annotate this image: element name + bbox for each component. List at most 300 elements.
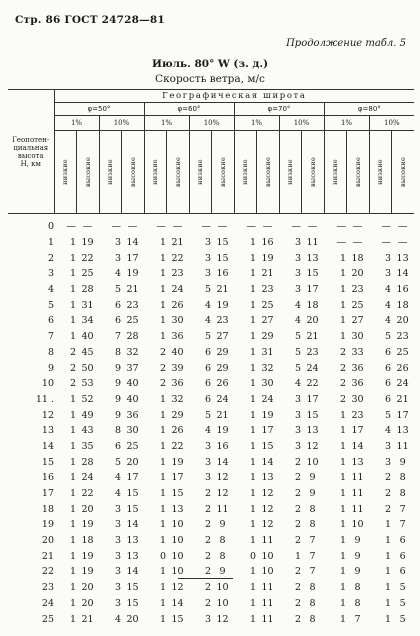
cell-low: 3: [114, 237, 121, 249]
cell-high: 5: [399, 613, 406, 625]
cell-low: 1: [384, 519, 391, 531]
cell-high: 29: [216, 346, 229, 358]
cell-low: 2: [204, 503, 211, 515]
wind-speed-table: [8, 89, 414, 627]
cell-high: 11: [351, 472, 364, 484]
cell-low: 4: [294, 315, 301, 327]
height-value: 11 .: [35, 393, 54, 405]
cell-high: 19: [81, 550, 94, 562]
cell-low: 8: [114, 425, 121, 437]
cell-low: 3: [114, 550, 121, 562]
cell-low: 2: [204, 488, 211, 500]
cell-low: 8: [114, 346, 121, 358]
cell-high: 19: [261, 252, 274, 264]
height-header-line: H, км: [20, 159, 41, 168]
high-label: высокие: [218, 156, 227, 188]
cell-low: 2: [294, 613, 301, 625]
cell-high: —: [397, 221, 408, 233]
cell-low: 2: [384, 503, 391, 515]
table-row: [8, 611, 414, 627]
cell-low: 1: [249, 425, 256, 437]
cell-high: 19: [81, 237, 94, 249]
cell-high: 25: [126, 315, 139, 327]
cell-high: 13: [126, 550, 139, 562]
cell-high: 17: [171, 472, 184, 484]
cell-low: 1: [249, 252, 256, 264]
cell-high: 11: [351, 503, 364, 515]
cell-high: 36: [351, 378, 364, 390]
cell-high: 11: [351, 488, 364, 500]
cell-high: 36: [171, 331, 184, 343]
high-label: высокие: [353, 156, 362, 188]
cell-high: 25: [351, 299, 364, 311]
cell-low: 1: [159, 613, 166, 625]
cell-high: 23: [261, 284, 274, 296]
cell-high: —: [352, 221, 363, 233]
cell-low: 1: [339, 503, 346, 515]
cell-low: 6: [384, 378, 391, 390]
cell-low: 2: [294, 456, 301, 468]
cell-low: 2: [339, 393, 346, 405]
height-value: 17: [41, 488, 54, 500]
cell-low: 1: [69, 519, 76, 531]
table-row: [8, 235, 414, 251]
height-value: 10: [41, 378, 54, 390]
cell-low: 1: [249, 346, 256, 358]
cell-high: 18: [396, 299, 409, 311]
cell-low: 4: [114, 613, 121, 625]
table-row: [8, 266, 414, 282]
cell-low: 5: [114, 284, 121, 296]
cell-high: 12: [261, 488, 274, 500]
cell-low: 1: [69, 284, 76, 296]
height-value: 6: [47, 315, 54, 327]
cell-high: 28: [126, 331, 139, 343]
cell-high: 10: [216, 582, 229, 594]
cell-high: 32: [126, 346, 139, 358]
cell-low: 2: [294, 503, 301, 515]
cell-high: 35: [81, 440, 94, 452]
percent-header: 1%: [324, 116, 369, 131]
table-row: [8, 297, 414, 313]
height-value: 23: [41, 582, 54, 594]
cell-low: 3: [114, 566, 121, 578]
cell-high: 13: [261, 472, 274, 484]
cell-low: 1: [339, 550, 346, 562]
cell-low: 1: [339, 331, 346, 343]
cell-high: 27: [261, 315, 274, 327]
cell-low: 1: [159, 597, 166, 609]
cell-low: 5: [204, 409, 211, 421]
cell-high: 15: [216, 237, 229, 249]
cell-high: 17: [396, 409, 409, 421]
cell-high: 19: [261, 409, 274, 421]
cell-high: 14: [216, 456, 229, 468]
cell-low: 1: [159, 582, 166, 594]
geographic-latitude-header: Географическая широта: [54, 90, 414, 103]
cell-low: 2: [204, 519, 211, 531]
cell-low: 2: [294, 519, 301, 531]
cell-high: 11: [306, 237, 319, 249]
cell-low: 1: [249, 268, 256, 280]
percent-header: 1%: [234, 116, 279, 131]
cell-low: 3: [114, 582, 121, 594]
cell-high: 21: [216, 284, 229, 296]
cell-high: —: [397, 237, 408, 249]
cell-low: 1: [159, 409, 166, 421]
cell-low: 3: [114, 597, 121, 609]
cell-high: 6: [399, 566, 406, 578]
cell-high: 7: [399, 519, 406, 531]
cell-low: 1: [339, 597, 346, 609]
cell-high: 23: [351, 284, 364, 296]
cell-high: 8: [309, 503, 316, 515]
cell-high: 30: [351, 331, 364, 343]
cell-high: 23: [306, 346, 319, 358]
cell-high: 33: [351, 346, 364, 358]
cell-high: 9: [219, 519, 226, 531]
cell-low: 2: [294, 535, 301, 547]
cell-low: —: [381, 221, 391, 233]
cell-high: 13: [126, 535, 139, 547]
cell-low: —: [336, 221, 346, 233]
cell-high: 22: [171, 252, 184, 264]
cell-high: 16: [261, 237, 274, 249]
cell-low: 1: [384, 550, 391, 562]
cell-low: 1: [69, 425, 76, 437]
table-row: [8, 580, 414, 596]
cell-high: 39: [171, 362, 184, 374]
cell-high: 11: [216, 503, 229, 515]
cell-high: 23: [126, 299, 139, 311]
cell-low: 5: [114, 456, 121, 468]
cell-high: 11: [261, 535, 274, 547]
cell-high: 27: [351, 315, 364, 327]
cell-high: 9: [399, 456, 406, 468]
cell-low: 5: [384, 409, 391, 421]
percent-header: 1%: [144, 116, 189, 131]
cell-low: 1: [159, 566, 166, 578]
cell-high: 17: [261, 425, 274, 437]
cell-high: 8: [399, 472, 406, 484]
percent-header: 1%: [54, 116, 99, 131]
cell-high: 9: [354, 535, 361, 547]
cell-high: 9: [354, 566, 361, 578]
cell-high: 27: [216, 331, 229, 343]
cell-high: 14: [351, 440, 364, 452]
table-row: [8, 470, 414, 486]
percent-header: 10%: [279, 116, 324, 131]
cell-low: 3: [384, 252, 391, 264]
cell-low: 2: [294, 472, 301, 484]
high-label: высокие: [398, 156, 407, 188]
height-value: 19: [41, 519, 54, 531]
height-value: 25: [41, 613, 54, 625]
cell-low: 1: [69, 299, 76, 311]
cell-low: 3: [204, 613, 211, 625]
cell-low: 1: [384, 613, 391, 625]
cell-low: 1: [339, 440, 346, 452]
cell-high: 11: [261, 613, 274, 625]
cell-high: 30: [126, 425, 139, 437]
cell-high: 5: [399, 597, 406, 609]
cell-low: 6: [384, 393, 391, 405]
cell-high: 21: [126, 284, 139, 296]
low-label: низкие: [286, 159, 294, 185]
table-row: [8, 548, 414, 564]
high-label: высокие: [263, 156, 272, 188]
cell-high: 12: [171, 582, 184, 594]
cell-low: 1: [249, 440, 256, 452]
cell-high: 18: [351, 252, 364, 264]
cell-low: 1: [384, 566, 391, 578]
cell-low: 5: [204, 284, 211, 296]
cell-low: 1: [249, 597, 256, 609]
cell-low: 1: [159, 252, 166, 264]
cell-high: 10: [171, 519, 184, 531]
cell-high: 20: [351, 268, 364, 280]
height-value: 22: [41, 566, 54, 578]
cell-low: 1: [69, 582, 76, 594]
cell-high: 36: [126, 409, 139, 421]
cell-high: 25: [261, 299, 274, 311]
cell-high: 25: [126, 440, 139, 452]
cell-low: 1: [339, 519, 346, 531]
cell-low: 3: [294, 252, 301, 264]
cell-low: 5: [294, 331, 301, 343]
cell-low: 1: [249, 488, 256, 500]
table-row: [8, 392, 414, 408]
cell-low: 1: [69, 503, 76, 515]
cell-high: 17: [126, 472, 139, 484]
cell-high: 5: [399, 582, 406, 594]
cell-high: 15: [216, 252, 229, 264]
cell-low: 1: [249, 456, 256, 468]
cell-low: 2: [159, 362, 166, 374]
height-value: 20: [41, 535, 54, 547]
cell-high: 23: [216, 315, 229, 327]
cell-high: 37: [126, 362, 139, 374]
cell-low: —: [111, 221, 121, 233]
cell-low: 3: [114, 503, 121, 515]
cell-low: 1: [159, 268, 166, 280]
height-header-line: циальная: [13, 143, 49, 152]
cell-low: 2: [204, 597, 211, 609]
cell-high: 24: [171, 284, 184, 296]
cell-high: —: [307, 221, 318, 233]
table-row: [8, 486, 414, 502]
cell-low: 2: [204, 550, 211, 562]
cell-high: 10: [261, 566, 274, 578]
cell-high: 11: [261, 597, 274, 609]
cell-low: 6: [114, 440, 121, 452]
cell-high: 26: [171, 425, 184, 437]
cell-high: 18: [81, 535, 94, 547]
cell-high: 7: [399, 503, 406, 515]
latitude-header-80: φ=80°: [324, 103, 414, 116]
cell-low: 1: [249, 582, 256, 594]
cell-high: 11: [396, 440, 409, 452]
cell-low: 2: [159, 346, 166, 358]
high-label: высокие: [308, 156, 317, 188]
cell-high: 50: [81, 362, 94, 374]
cell-low: 1: [159, 472, 166, 484]
cell-low: 1: [69, 597, 76, 609]
high-label: высокие: [173, 156, 182, 188]
cell-low: 1: [159, 503, 166, 515]
cell-high: 19: [126, 268, 139, 280]
cell-low: 3: [294, 409, 301, 421]
cell-high: 43: [81, 425, 94, 437]
cell-low: 3: [294, 440, 301, 452]
cell-high: 14: [126, 519, 139, 531]
height-value: 5: [47, 299, 54, 311]
cell-low: —: [66, 221, 76, 233]
table-row: [8, 313, 414, 329]
table-title: Июль. 80° W (з. д.): [151, 58, 269, 70]
cell-high: 16: [396, 284, 409, 296]
cell-low: 3: [384, 456, 391, 468]
cell-low: 1: [69, 535, 76, 547]
cell-high: 32: [261, 362, 274, 374]
cell-low: 5: [294, 346, 301, 358]
table-subtitle: Скорость ветра, м/с: [155, 73, 265, 85]
cell-high: 32: [171, 393, 184, 405]
table-row: [8, 219, 414, 235]
table-row: [8, 423, 414, 439]
cell-high: 19: [216, 425, 229, 437]
cell-high: 28: [81, 284, 94, 296]
cell-low: 1: [384, 597, 391, 609]
cell-high: 13: [351, 456, 364, 468]
cell-high: 20: [126, 613, 139, 625]
cell-low: 3: [294, 237, 301, 249]
cell-low: 4: [384, 425, 391, 437]
cell-low: 5: [384, 331, 391, 343]
cell-low: 1: [249, 519, 256, 531]
cell-high: 8: [354, 597, 361, 609]
cell-low: 4: [114, 488, 121, 500]
cell-low: 3: [294, 393, 301, 405]
cell-low: 3: [384, 268, 391, 280]
cell-high: 21: [216, 409, 229, 421]
cell-low: 2: [384, 472, 391, 484]
cell-high: 15: [126, 503, 139, 515]
cell-high: 14: [126, 566, 139, 578]
cell-low: 5: [294, 362, 301, 374]
cell-low: 1: [159, 519, 166, 531]
cell-low: 1: [339, 472, 346, 484]
cell-high: 10: [261, 550, 274, 562]
height-value: 4: [47, 284, 54, 296]
cell-high: 25: [81, 268, 94, 280]
cell-high: 53: [81, 378, 94, 390]
cell-low: 5: [204, 331, 211, 343]
low-label: низкие: [151, 159, 159, 185]
cell-high: 7: [309, 535, 316, 547]
height-header-line: Геопотен-: [12, 135, 50, 144]
cell-low: 3: [114, 252, 121, 264]
cell-high: 10: [306, 456, 319, 468]
cell-low: 1: [69, 456, 76, 468]
cell-low: 6: [204, 346, 211, 358]
cell-high: 20: [81, 503, 94, 515]
cell-high: 14: [126, 237, 139, 249]
cell-low: 3: [204, 237, 211, 249]
cell-low: 4: [204, 315, 211, 327]
cell-low: 1: [159, 425, 166, 437]
cell-low: —: [336, 237, 346, 249]
cell-low: 2: [204, 566, 211, 578]
cell-high: 15: [261, 440, 274, 452]
percent-header: 10%: [369, 116, 414, 131]
height-value: 21: [41, 550, 54, 562]
high-label: высокие: [128, 156, 137, 188]
cell-low: 1: [339, 535, 346, 547]
cell-high: 12: [261, 503, 274, 515]
cell-high: 29: [261, 331, 274, 343]
low-label: низкие: [241, 159, 249, 185]
cell-low: 3: [204, 268, 211, 280]
cell-high: 21: [171, 237, 184, 249]
cell-low: —: [156, 221, 166, 233]
cell-high: 22: [306, 378, 319, 390]
cell-high: 13: [171, 503, 184, 515]
cell-high: 21: [261, 268, 274, 280]
cell-low: 1: [159, 331, 166, 343]
cell-low: 9: [114, 409, 121, 421]
cell-low: 2: [69, 362, 76, 374]
cell-low: 1: [339, 409, 346, 421]
table-row: [8, 329, 414, 345]
cell-high: 34: [81, 315, 94, 327]
cell-high: 15: [171, 613, 184, 625]
cell-high: 30: [261, 378, 274, 390]
height-value: 15: [41, 456, 54, 468]
cell-high: 40: [81, 331, 94, 343]
cell-high: 8: [309, 597, 316, 609]
cell-low: 1: [339, 613, 346, 625]
cell-high: 23: [171, 268, 184, 280]
table-row: [8, 282, 414, 298]
high-label: высокие: [83, 156, 92, 188]
cell-low: 1: [69, 237, 76, 249]
cell-high: 18: [306, 299, 319, 311]
cell-low: 1: [339, 488, 346, 500]
cell-low: 1: [69, 550, 76, 562]
cell-low: 1: [159, 488, 166, 500]
cell-high: 15: [306, 268, 319, 280]
table-row: [8, 376, 414, 392]
cell-high: 22: [171, 440, 184, 452]
table-row: [8, 407, 414, 423]
cell-high: 24: [261, 393, 274, 405]
cell-low: 3: [294, 268, 301, 280]
cell-low: 3: [114, 535, 121, 547]
height-value: 7: [47, 331, 54, 343]
cell-high: —: [217, 221, 228, 233]
cell-high: 20: [81, 597, 94, 609]
cell-low: 2: [69, 378, 76, 390]
cell-low: 1: [384, 535, 391, 547]
cell-low: 2: [384, 488, 391, 500]
cell-low: 1: [249, 299, 256, 311]
height-value: 16: [41, 472, 54, 484]
cell-low: 1: [69, 488, 76, 500]
cell-low: 1: [159, 393, 166, 405]
cell-low: 1: [159, 456, 166, 468]
cell-high: 20: [126, 456, 139, 468]
